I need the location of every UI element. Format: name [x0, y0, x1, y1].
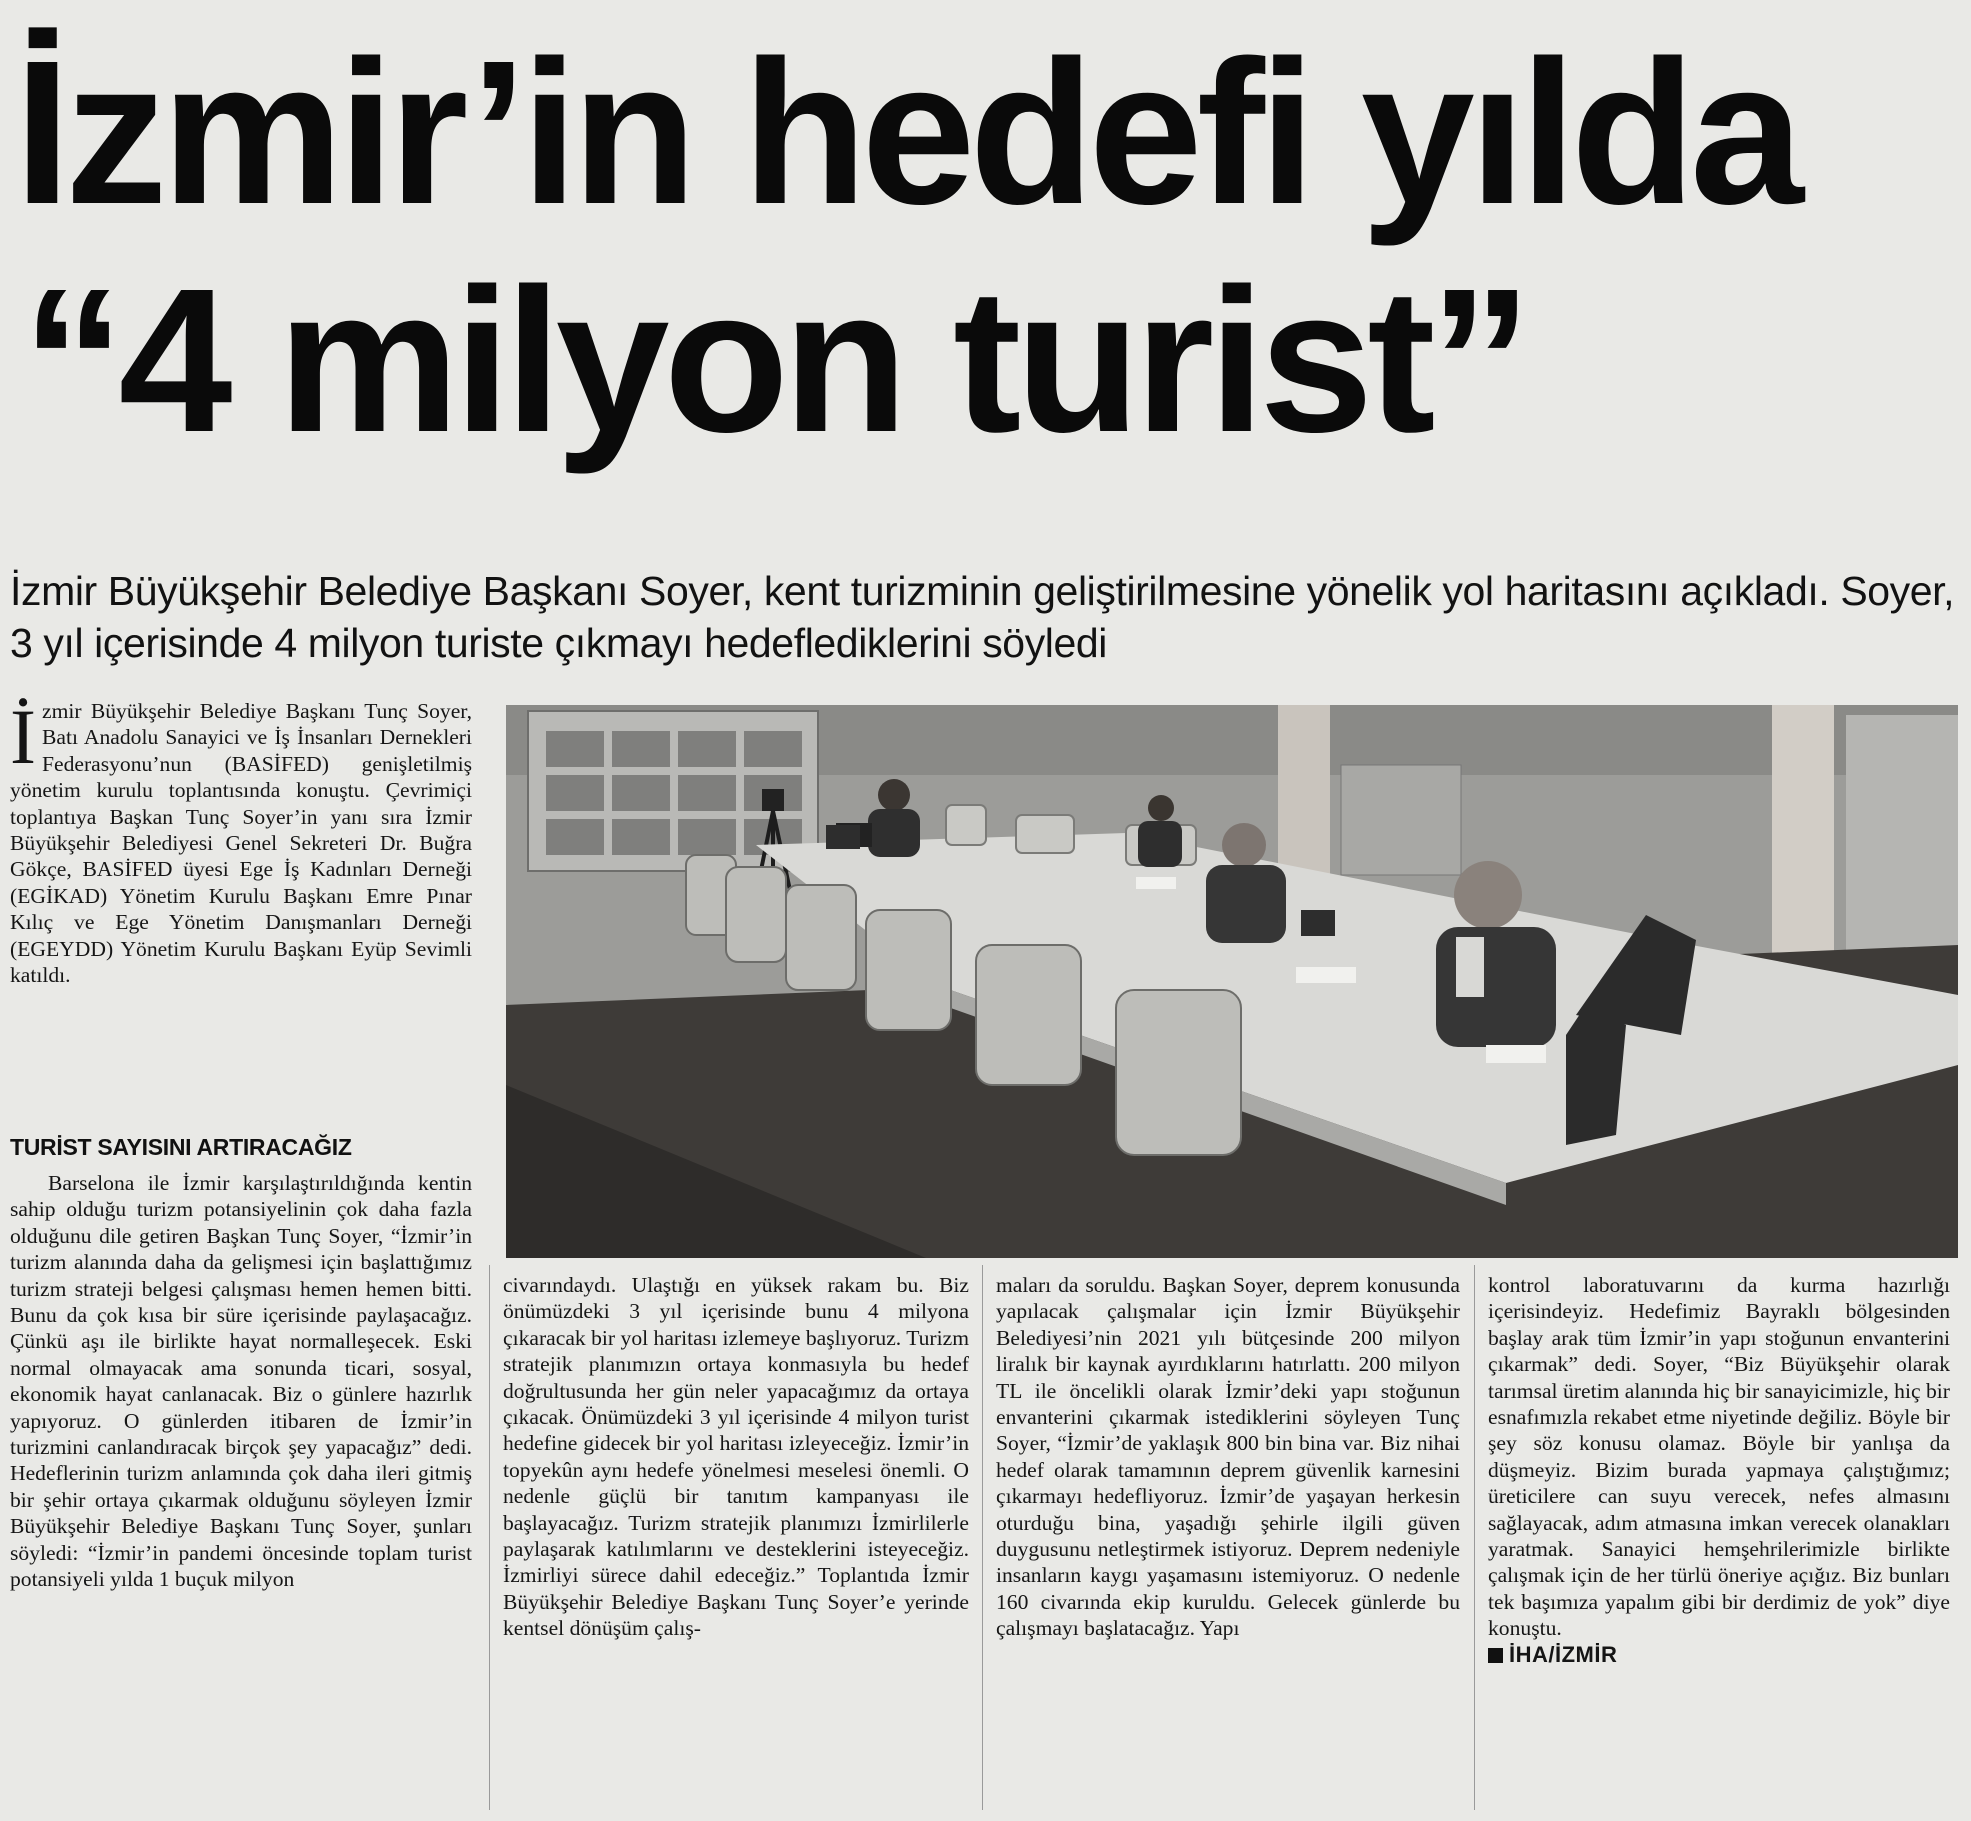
meeting-room-illustration [506, 705, 1958, 1258]
intro-text: zmir Büyükşehir Belediye Başkanı Tunç Soyer, Batı Anadolu Sanayici ve İş İnsanları Dernekleri Federasyonu’nun (BASİFED) genişletilmiş yönetim kurulu toplantısında konuştu. Çevrimiçi toplantıya Başkan Tunç Soyer’in yanı sıra İzmir Büyükşehir Belediyesi Genel Sekreteri Dr. Buğra Gökçe, BASİFED üyesi Ege İş Kadınları Derneği (EGİKAD) Yönetim Kurulu Başkanı Emre Pınar Kılıç ve Ege Yönetim Danışmanları Derneği (EGEYDD) Yönetim Kurulu Başkanı Eyüp Sevimli katıldı. [10, 699, 472, 988]
credit-text: İHA/İZMİR [1509, 1641, 1618, 1667]
column-rule [1474, 1265, 1475, 1810]
article-column-3 [996, 1272, 1460, 1642]
article-intro [10, 693, 472, 988]
news-agency-credit [1488, 1642, 1950, 1668]
article-deck: İzmir Büyükşehir Belediye Başkanı Soyer, kent turizminin geliştirilmesine yönelik yol haritasını açıkladı. Soyer, 3 yıl içerisinde 4 milyon turiste çıkmayı hedeflediklerini söyledi [10, 568, 1955, 666]
credit-square-icon [1488, 1648, 1503, 1663]
column-rule [982, 1265, 983, 1810]
column-4-text: kontrol laboratuvarını da kurma hazırlığı içerisindeyiz. Hedefimiz Bayraklı bölgesinden başlay arak tüm İzmir’in yapı stoğunun envanterini çıkarmak” dedi. Soyer, “Biz Büyükşehir olarak tarımsal üretim alanında hiç bir sanayicimizle, hiç bir esnafımızla rekabet etme niyetinde değiliz. Böyle bir şey söz konusu olamaz. Böyle bir yanlışa da düşmeyiz. Bizim burada yapmaya çalıştığımız; üreticilere can suyu verecek, nefes almasını sağlayacak, adım atmasına imkan verecek olanakları yaratmak. Sanayici hemşehrilerimizle birlikte çalışmak için de her türlü öneriye açığız. Biz bunları tek başımıza yapalım gibi bir derdimiz de yok” diye konuştu. [1488, 1273, 1950, 1641]
headline-line-2: “4 milyon turist” [22, 246, 1527, 475]
drop-cap: İ [10, 693, 36, 780]
office-chair [1566, 1005, 1626, 1145]
section-subhead: TURİST SAYISINI ARTIRACAĞIZ [10, 1134, 352, 1160]
column-3-text: maları da soruldu. Başkan Soyer, deprem konusunda yapılacak çalışmalar için İzmir Büyükşehir Belediyesi’nin 2021 yılı bütçesinde 200 milyon liralık bir kaynak ayırdıklarını hatırlattı. 200 milyon TL ile öncelikli olarak İzmir’deki yapı stoğunun envanterini çıkarmak istediklerini söyleyen Tunç Soyer, “İzmir’de yaklaşık 800 bin bina var. Biz nihai hedef olarak tamamının deprem güvenlik karnesini çıkarmayı hedefliyoruz. İzmir’de yaşayan herkesin oturduğu bina, yaşadığı şehirle ilgili güven duygusunu netleştirmek istiyoruz. Deprem nedeniyle insanların kaygı yaşamasını istemiyoruz. O nedenle 160 civarında ekip kuruldu. Gelecek günlerde bu çalışmayı başlatacağız. Yapı [996, 1273, 1460, 1641]
article-column-2 [503, 1272, 969, 1642]
column-1-text: Barselona ile İzmir karşılaştırıldığında kentin sahip olduğu turizm potansiyelinin çok daha fazla olduğunu dile getiren Başkan Tunç Soyer, “İzmir’in turizm alanında daha da gelişmesi için başlattığımız turizm strateji belgesi çalışması hemen hemen bitti. Bunu da çok kısa bir süre içerisinde paylaşacağız. Çünkü aşı ile birlikte hayat normalleşecek. Eski normal olmayacak ama sonunda ticari, sosyal, ekonomik hayat canlanacak. Biz o günlere hazırlık yapıyoruz. O günlerden itibaren de İzmir’in turizmini canlandıracak birçok şey yapacağız” dedi. Hedeflerinin turizm anlamında çok daha ileri gitmiş bir şehir ortaya çıkarmak olduğunu söyleyen İzmir Büyükşehir Belediye Başkanı Tunç Soyer, şunları söyledi: “İzmir’in pandemi öncesinde toplam turist potansiyeli yılda 1 buçuk milyon [10, 1171, 472, 1592]
article-column-4 [1488, 1272, 1950, 1668]
wall-panel [1341, 765, 1461, 875]
column-rule [489, 1265, 490, 1810]
column-2-text: civarındaydı. Ulaştığı en yüksek rakam bu. Biz önümüzdeki 3 yıl içerisinde bunu 4 milyona çıkaracak bir yol haritası izlemeye başlıyoruz. Turizm stratejik planımızın ortaya konmasıyla bu hedef doğrultusunda her gün neler yapacağımız da ortaya çıkacak. Önümüzdeki 3 yıl içerisinde 4 milyon turist hedefine gidecek bir yol haritası izleyeceğiz. İzmir’in topyekûn aynı hedefe yönelmesi meselesi önemli. O nedenle güçlü bir tanıtım kampanyası ile başlayacağız. Turizm stratejik planımızı İzmirlilerle paylaşarak katılımlarını ve desteklerini isteyeceğiz. İzmirliyi sürece dahil edeceğiz.” Toplantıda İzmir Büyükşehir Belediye Başkanı Tunç Soyer’e yerinde kentsel dönüşüm çalış- [503, 1273, 969, 1641]
article-column-1 [10, 1170, 472, 1593]
headline-line-1: İzmir’in hedefi yılda [14, 18, 1798, 247]
meeting-photo [506, 705, 1958, 1258]
